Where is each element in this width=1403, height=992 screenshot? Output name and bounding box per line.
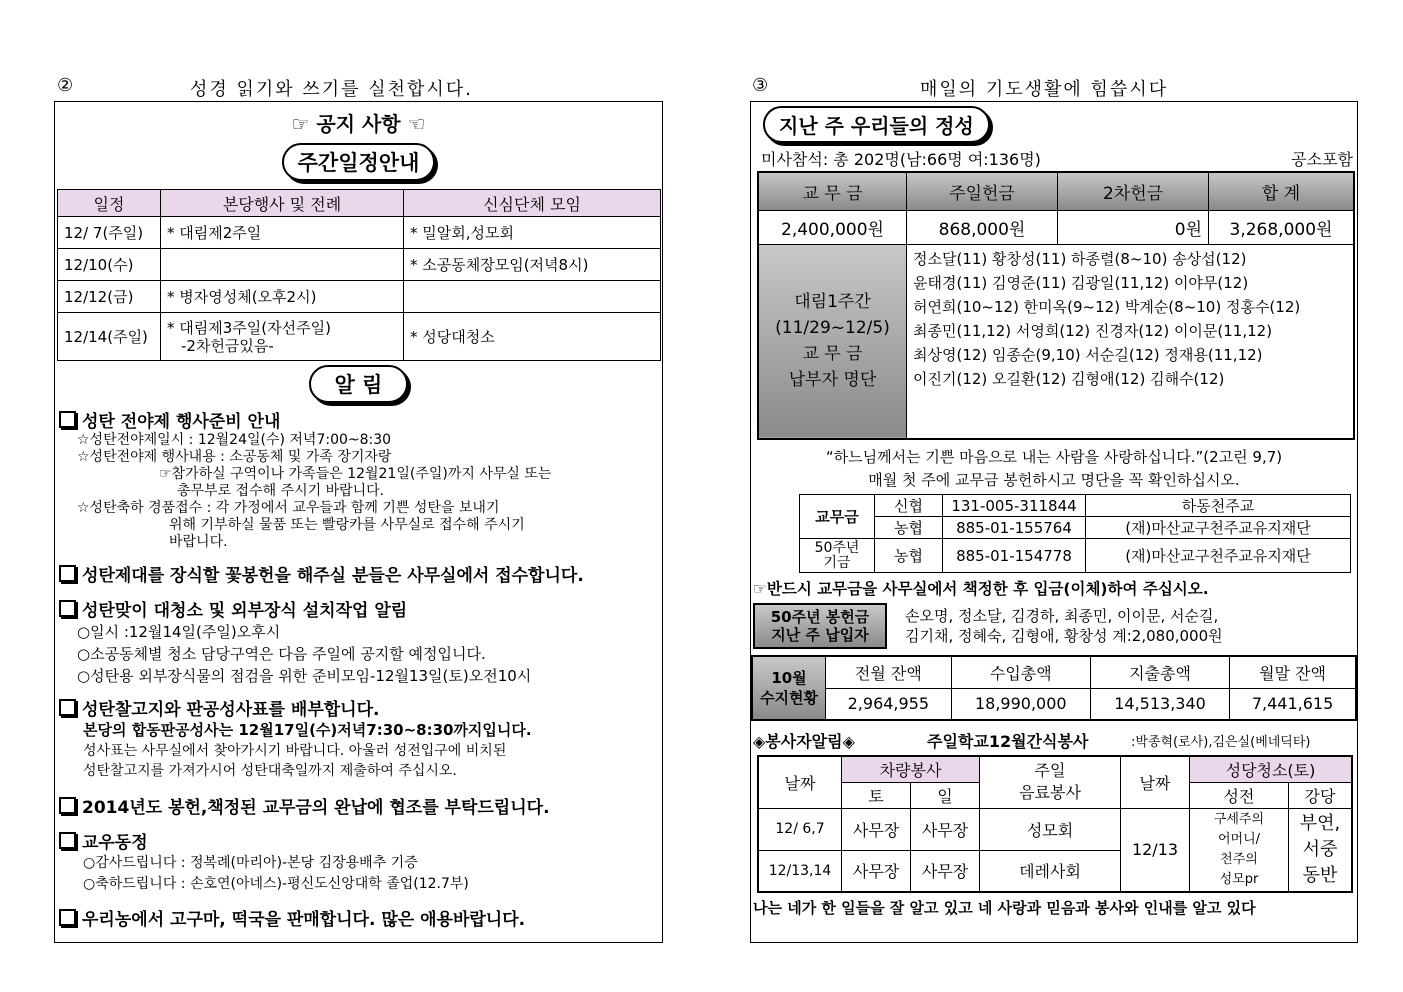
- table-row: [58, 313, 661, 361]
- section-title: 성탄찰고지와 판공성사표를 배부합니다.: [82, 700, 380, 720]
- checkbox-icon: [59, 699, 76, 716]
- vol-clean-sanctuary: [1190, 808, 1289, 892]
- section-line: ○축하드립니다 : 손호연(아네스)-평신도신앙대학 졸업(12.7부): [83, 876, 469, 892]
- anniversary-line: 김기채, 정혜숙, 김형애, 황창성 계:2,080,000원: [905, 627, 1223, 645]
- schedule-parish: * 병자영성체(오후2시): [161, 281, 404, 313]
- accounts-table: [799, 494, 1351, 573]
- schedule-groups: * 밀알회,성모회: [404, 217, 661, 249]
- vol-sat: 사무장: [842, 850, 911, 892]
- left-page-number: ②: [57, 75, 74, 96]
- vol-drink: 데레사회: [980, 850, 1121, 892]
- vol-clean-hall: [1289, 808, 1353, 892]
- payers-line: 이진기(12) 오길환(12) 김형애(12) 김해수(12): [913, 369, 1225, 388]
- section-line: ☞참가하실 구역이나 가족들은 12월21일(주일)까지 사무실 또는: [159, 466, 552, 482]
- section-title: 성탄 전야제 행사준비 안내: [82, 412, 281, 432]
- schedule-date: 12/10(수): [58, 249, 161, 281]
- payers-line: 최상영(12) 임종순(9,10) 서순길(12) 정재용(11,12): [913, 345, 1263, 364]
- schedule-parish: [161, 313, 404, 361]
- schedule-date: 12/12(금): [58, 281, 161, 313]
- finance-label: [752, 656, 826, 720]
- bank: 농협: [875, 539, 943, 573]
- notice-sections: [55, 407, 662, 930]
- payers-label-line: 납부자 명단: [788, 370, 877, 391]
- vol-clean-hall-line: 부연,: [1299, 812, 1341, 834]
- volunteer-title: ◈봉사자알림◈: [753, 732, 855, 751]
- section-title: 2014년도 봉헌,책정된 교무금의 완납에 협조를 부탁드립니다.: [82, 798, 550, 818]
- section-line: 성탄찰고지를 가져가시어 성탄대축일까지 제출하여 주십시오.: [83, 763, 457, 779]
- finance-table: [751, 655, 1357, 721]
- section-christmas-eve: [59, 407, 662, 551]
- offering-header: 합 계: [1209, 172, 1355, 210]
- deposit-note: ☞반드시 교무금을 사무실에서 책정한 후 입금(이체)하여 주십시오.: [753, 580, 1209, 598]
- account-number: 885-01-155764: [943, 517, 1086, 539]
- schedule-header-parish: 본당행사 및 전례: [161, 190, 404, 217]
- vol-date: 12/ 6,7: [758, 808, 842, 850]
- vol-h-sanctuary: 성전: [1190, 782, 1289, 808]
- payers-label: [758, 244, 907, 439]
- checkbox-icon: [59, 411, 76, 428]
- schedule-parish-line1: * 대림제3주일(자선주일): [167, 318, 331, 337]
- section-line: ○소공동체별 청소 담당구역은 다음 주일에 공지할 예정입니다.: [77, 645, 486, 663]
- account-holder: (재)마산교구천주교유지재단: [1086, 539, 1351, 573]
- volunteer-table: [757, 755, 1353, 893]
- anniversary-line: 손오명, 정소달, 김경하, 최종민, 이이문, 서순길,: [905, 607, 1219, 625]
- alim-title: 알 림: [309, 365, 409, 403]
- finance-value: 2,964,955: [826, 688, 952, 720]
- vol-h-hall: 강당: [1289, 782, 1353, 808]
- section-line: ☆성탄전야제일시 : 12월24일(수) 저녁7:00~8:30: [77, 432, 392, 448]
- offering-value: 0원: [1058, 210, 1209, 244]
- section-cleaning: [59, 596, 662, 687]
- schedule-header-date: 일정: [58, 190, 161, 217]
- checkbox-icon: [59, 797, 76, 814]
- schedule-groups: * 소공동체장모임(저녁8시): [404, 249, 661, 281]
- vol-h-sat: 토: [842, 782, 911, 808]
- payers-list: [907, 244, 1355, 439]
- accounts-label-line: 기금: [823, 554, 851, 571]
- payers-label-line: 교 무 금: [802, 344, 863, 365]
- vol-h-vehicle: 차량봉사: [842, 756, 980, 782]
- anniversary-table: [753, 603, 1353, 649]
- incl-note: 공소포함: [1291, 150, 1353, 169]
- offering-value: 868,000원: [907, 210, 1058, 244]
- schedule-date: 12/ 7(주일): [58, 217, 161, 249]
- bank: 신협: [875, 495, 943, 517]
- vol-sun: 사무장: [911, 850, 980, 892]
- table-row: [758, 808, 1352, 850]
- schedule-date: 12/14(주일): [58, 313, 161, 361]
- section-title: 성탄맞이 대청소 및 외부장식 설치작업 알림: [82, 601, 408, 621]
- finance-value: 14,513,340: [1090, 688, 1229, 720]
- offering-header: 2차헌금: [1058, 172, 1209, 210]
- payers-line: 허연희(10~12) 한미옥(9~12) 박계순(8~10) 정홍수(12): [913, 297, 1301, 316]
- section-line: 총무부로 접수해 주시기 바랍니다.: [177, 483, 385, 499]
- vol-h-sun: 일: [911, 782, 980, 808]
- finance-value: 7,441,615: [1230, 688, 1356, 720]
- offering-value: 2,400,000원: [758, 210, 907, 244]
- volunteer-subtitle: 주일학교12월간식봉사: [927, 732, 1089, 751]
- table-row: [58, 281, 661, 313]
- offering-header: 주일헌금: [907, 172, 1058, 210]
- offering-value: 3,268,000원: [1209, 210, 1355, 244]
- notice-title: ☞ 공지 사항 ☜: [291, 112, 426, 136]
- finance-header: 수입총액: [951, 656, 1090, 688]
- schedule-parish-line2: -2차헌금있음-: [181, 336, 274, 355]
- vol-h-date: 날짜: [758, 756, 842, 808]
- finance-header: 전월 잔액: [826, 656, 952, 688]
- anniversary-label-line: 지난 주 납입자: [771, 626, 869, 644]
- schedule-parish: [161, 249, 404, 281]
- vol-clean-sanctuary-line: 어머니/: [1217, 831, 1261, 847]
- finance-value: 18,990,000: [951, 688, 1090, 720]
- section-news: [59, 828, 662, 895]
- vol-sat: 사무장: [842, 808, 911, 850]
- vol-clean-date: 12/13: [1121, 808, 1190, 892]
- vol-h-date2: 날짜: [1121, 756, 1190, 808]
- right-page-number: ③: [752, 75, 769, 96]
- vol-clean-hall-line: 서중동반: [1302, 838, 1338, 886]
- vol-clean-sanctuary-line: 구세주의: [1213, 811, 1265, 827]
- schedule-header-groups: 신심단체 모임: [404, 190, 661, 217]
- offering-table: [757, 171, 1355, 440]
- table-row: [58, 217, 661, 249]
- section-title: 성탄제대를 장식할 꽃봉헌을 해주실 분들은 사무실에서 접수합니다.: [82, 566, 584, 586]
- vol-date: 12/13,14: [758, 850, 842, 892]
- schedule-groups: * 성당대청소: [404, 313, 661, 361]
- account-number: 885-01-154778: [943, 539, 1086, 573]
- payers-line: 정소달(11) 황창성(11) 하종렬(8~10) 송상섭(12): [913, 249, 1247, 268]
- accounts-label-line: 50주년: [814, 539, 860, 556]
- payers-label-line: (11/29~12/5): [775, 318, 890, 339]
- payers-line: 윤태경(11) 김영준(11) 김광일(11,12) 이야무(12): [913, 273, 1249, 292]
- section-line: ☆성탄전야제 행사내용 : 소공동체 및 가족 장기자랑: [77, 449, 392, 465]
- finance-header: 지출총액: [1090, 656, 1229, 688]
- vol-h-clean: 성당청소(토): [1190, 756, 1353, 782]
- footer-verse: 나는 네가 한 일들을 잘 알고 있고 네 사랑과 믿음과 봉사와 인내를 알고 있다: [753, 899, 1256, 917]
- account-holder: (재)마산교구천주교유지재단: [1086, 517, 1351, 539]
- finance-label-line: 수지현황: [760, 689, 818, 707]
- vol-h-drink-line: 음료봉사: [1019, 783, 1081, 803]
- right-header: 매일의 기도생활에 힘씁시다: [920, 79, 1169, 100]
- offering-title: 지난 주 우리들의 정성: [763, 106, 990, 143]
- finance-header: 월말 잔액: [1230, 656, 1356, 688]
- table-row: [58, 249, 661, 281]
- section-line: ○성탄용 외부장식물의 점검을 위한 준비모임-12월13일(토)오전10시: [77, 667, 532, 685]
- left-panel: [54, 101, 663, 943]
- mass-attendance: 미사참석: 총 202명(남:66명 여:136명): [761, 150, 1041, 169]
- section-title: 교우동정: [82, 833, 148, 853]
- checkbox-icon: [59, 909, 76, 926]
- account-number: 131-005-311844: [943, 495, 1086, 517]
- bank: 농협: [875, 517, 943, 539]
- schedule-groups: [404, 281, 661, 313]
- anniversary-names: [886, 604, 1353, 648]
- section-line: ○일시 :12월14일(주일)오후시: [77, 623, 281, 641]
- left-header: 성경 읽기와 쓰기를 실천합시다.: [190, 79, 473, 100]
- section-line: 위해 기부하실 물품 또는 빨랑카를 사무실로 접수해 주시기: [169, 517, 525, 533]
- section-line: ☆성탄축하 경품접수 : 각 가정에서 교우들과 함께 기쁜 성탄을 보내기: [77, 500, 500, 516]
- checkbox-icon: [59, 600, 76, 617]
- vol-clean-sanctuary-line: 천주의: [1220, 851, 1258, 867]
- section-line: ○감사드립니다 : 정복례(마리아)-본당 김장용배추 기증: [83, 855, 418, 871]
- vol-sun: 사무장: [911, 808, 980, 850]
- accounts-label-50: [800, 539, 875, 573]
- quote: “하느님께서는 기쁜 마음으로 내는 사람을 사랑하십니다.”(2고린 9,7): [825, 448, 1283, 466]
- section-title: 우리농에서 고구마, 떡국을 판매합니다. 많은 애용바랍니다.: [82, 910, 526, 930]
- section-line: 본당의 합동판공성사는 12월17일(수)저녁7:30~8:30까지입니다.: [83, 721, 532, 739]
- section-confession: [59, 695, 662, 781]
- finance-label-line: 10월: [771, 669, 807, 687]
- accounts-label: 교무금: [800, 495, 875, 539]
- account-holder: 하동천주교: [1086, 495, 1351, 517]
- offering-header: 교 무 금: [758, 172, 907, 210]
- vol-clean-sanctuary-line: 성모pr: [1219, 871, 1259, 887]
- vol-h-drink-line: 주일: [1034, 761, 1066, 781]
- anniversary-label: [754, 604, 886, 648]
- section-line: 성사표는 사무실에서 찾아가시기 바랍니다. 아울러 성전입구에 비치된: [83, 743, 507, 759]
- payers-label-line: 대림1주간: [794, 292, 871, 313]
- vol-drink: 성모회: [980, 808, 1121, 850]
- schedule-parish: * 대림제2주일: [161, 217, 404, 249]
- schedule-table: [57, 189, 661, 361]
- quote-2: 매월 첫 주에 교무금 봉헌하시고 명단을 꼭 확인하십시오.: [868, 471, 1240, 489]
- checkbox-icon: [59, 565, 76, 582]
- anniversary-label-line: 50주년 봉헌금: [770, 608, 870, 626]
- payers-line: 최종민(11,12) 서영희(12) 진경자(12) 이이문(11,12): [913, 321, 1273, 340]
- volunteer-subnames: :박종혁(로사),김은실(베네딕타): [1131, 735, 1311, 750]
- checkbox-icon: [59, 832, 76, 849]
- section-line: 바랍니다.: [169, 534, 228, 550]
- vol-h-drink: [980, 756, 1121, 808]
- right-panel: [750, 101, 1358, 943]
- schedule-title: 주간일정안내: [282, 143, 436, 181]
